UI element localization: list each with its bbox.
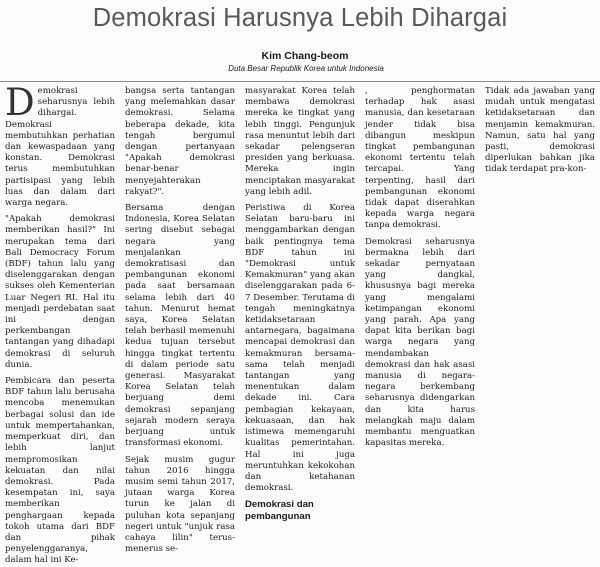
drop-cap: D: [5, 81, 35, 124]
author-affiliation: Duta Besar Republik Korea untuk Indonesia: [228, 64, 384, 73]
article-headline: Demokrasi Harusnya Lebih Dihargai: [92, 4, 508, 32]
section-subhead: Demokrasi dan pembangunan: [245, 499, 314, 523]
article-column-5: [485, 86, 595, 400]
paragraph: Demokrasi seharusnya lebih dihargai. Demokrasi membutuhkan perhatian dan kewaspadaan yang konstan. Demokrasi terus membutuhkan partisipasi yang lebih luas dan dalam dari warga negara.: [5, 81, 115, 209]
paragraph: Tidak ada jawaban yang mudah untuk mengatasi ketidaksetaraan dan menjamin kemakmuran. Namun, satu hal yang pasti, demokrasi diperlukan bahkan jika tidak terdapat pra-kon-: [485, 86, 595, 175]
header-divider: [0, 81, 600, 82]
paragraph: bangsa serta tantangan yang melemahkan dasar demokrasi. Selama beberapa dekade, kita tengah bergumul dengan pertanyaan "Apakah demokrasi benar-benar menyejahterakan rakyat?".: [125, 86, 235, 197]
article-column-3: [245, 86, 355, 523]
author-name: Kim Chang-beom: [261, 50, 349, 62]
article-column-4: [365, 86, 475, 449]
paragraph: Peristiwa di Korea Selatan baru-baru ini menggambarkan dengan baik pentingnya tema BDF tahun ini "Demokrasi untuk Kemakmuran" yang akan diselenggarakan pada 6-7 Desember. Terutama di tengah meningkatnya ketidaksetaraan antarnegara, bagaimana mencapai demokrasi dan kemakmuran bersama-sama telah menjadi tantangan yang menentukan dalam dekade ini. Cara pembagian kekayaan, kekuasaan, dan hak istimewa memengaruhi kualitas pemerintahan. Hal ini juga meruntuhkan kekokohan dan ketahanan demokrasi.: [245, 203, 355, 494]
paragraph: masyarakat Korea telah membawa demokrasi mereka ke tingkat yang lebih tinggi. Pengunjuk rasa menuntut lebih dari sekadar pelengseran presiden yang berkuasa. Mereka ingin menciptakan masyarakat yang lebih adil.: [245, 86, 355, 197]
paragraph: Sejak musim gugur tahun 2016 hingga musim semi tahun 2017, jutaan warga Korea turun ke jalan di puluhan kota sepanjang negeri untuk "unjuk rasa cahaya lilin" terus-menerus se-: [125, 454, 235, 555]
paragraph: Bersama dengan Indonesia, Korea Selatan sering disebut sebagai negara yang menjalankan demokratisasi dan pembangunan ekonomi pada saat bersamaan selama lebih dari 40 tahun. Menurut hemat saya, Korea Selatan telah berhasil memenuhi kedua tujuan tersebut hingga tingkat tertentu di dalam periode satu generasi. Masyarakat Korea Selatan telah berjuang demi demokrasi sepanjang sejarah modern seraya berjuang untuk transformasi ekonomi.: [125, 203, 235, 449]
article-column-1: [5, 81, 115, 566]
article-column-2: [125, 86, 235, 555]
paragraph: "Apakah demokrasi memberikan hasil?" Ini merupakan tema dari Bali Democracy Forum (BDF) tahun lalu yang diselenggarakan dengan sukses oleh Kementerian Luar Negeri RI. Hal itu menjadi perdebatan saat ini dengan perkembangan tantangan yang dihadapi demokrasi di seluruh dunia.: [5, 214, 115, 370]
paragraph: Pembicara dan peserta BDF tahun lalu berusaha mencoba menemukan berbagai solusi dan ide untuk mempertahankan, memperkuat diri, dan lebih lanjut mempromosikan kekuatan dan nilai demokrasi. Pada kesempatan ini, saya memberikan penghargaan kepada tokoh utama dari BDF dan pihak penyelenggaranya, dalam hal ini Ke-: [5, 376, 115, 566]
paragraph: , penghormatan terhadap hak asasi manusia, dan kesetaraan jender tidak bisa dibangun meskipun tingkat pembangunan ekonomi tertentu telah tercapai. Yang terpenting, hasil dari pembangunan ekonomi tidak dapat diserahkan kepada warga negara tanpa demokrasi.: [365, 86, 475, 231]
paragraph: Demokrasi seharusnya bermakna lebih dari sekadar pernyataan yang dangkal, khususnya bagi mereka yang mengalami ketimpangan ekonomi yang parah. Apa yang dapat kita berikan bagi warga negara yang mendambakan demokrasi dan hak asasi manusia di negara-negara berkembang seharusnya didengarkan dan kita harus melangkah maju dalam membantu menguatkan kapasitas mereka.: [365, 236, 475, 449]
